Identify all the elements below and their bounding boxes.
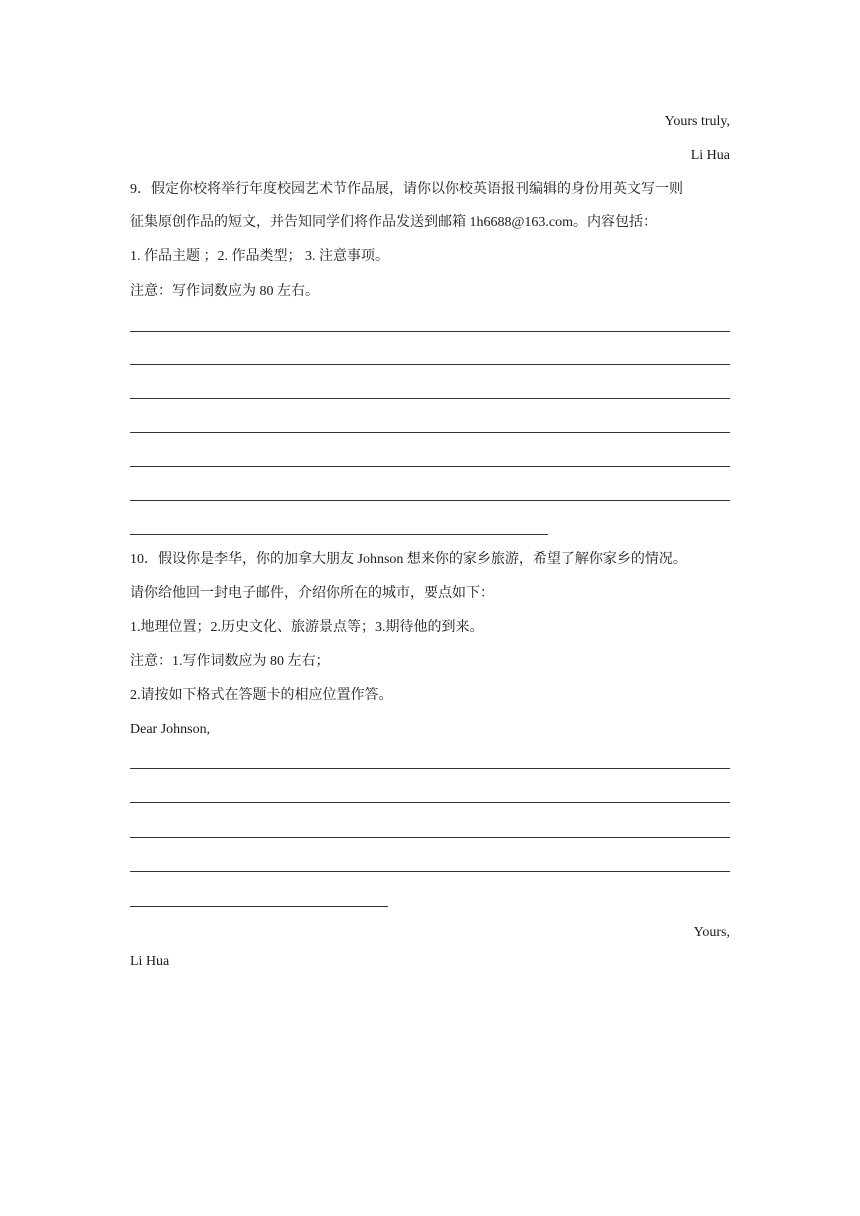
q10-prompt-line-1: 10．假设你是李华，你的加拿大朋友 Johnson 想来你的家乡旅游，希望了解你家乡的情况。 xyxy=(130,552,687,567)
q10-answer-line-short[interactable] xyxy=(130,906,388,907)
q9-answer-line-short[interactable] xyxy=(130,534,548,535)
q10-letter-signature: Li Hua xyxy=(130,954,170,969)
q9-prompt-line-2: 征集原创作品的短文，并告知同学们将作品发送到邮箱 1h6688@163.com。内容包括： xyxy=(130,215,657,230)
q10-answer-line[interactable] xyxy=(130,802,730,803)
q9-answer-line[interactable] xyxy=(130,466,730,467)
q10-answer-line[interactable] xyxy=(130,871,730,872)
q9-answer-line[interactable] xyxy=(130,432,730,433)
q9-answer-line[interactable] xyxy=(130,500,730,501)
q10-letter-greeting: Dear Johnson, xyxy=(130,722,211,737)
q10-note-1: 注意：1.写作词数应为 80 左右； xyxy=(130,654,330,669)
prev-letter-closing: Yours truly, xyxy=(664,114,730,129)
q10-prompt-line-2: 请你给他回一封电子邮件，介绍你所在的城市，要点如下： xyxy=(130,586,494,601)
q9-answer-line[interactable] xyxy=(130,398,730,399)
prev-letter-signature: Li Hua xyxy=(690,148,730,163)
q10-note-2: 2.请按如下格式在答题卡的相应位置作答。 xyxy=(130,688,393,703)
q10-answer-line[interactable] xyxy=(130,837,730,838)
q9-answer-line[interactable] xyxy=(130,364,730,365)
q9-answer-line[interactable] xyxy=(130,331,730,332)
q10-letter-closing: Yours, xyxy=(693,925,730,940)
q9-content-points: 1. 作品主题 ；2. 作品类型； 3. 注意事项。 xyxy=(130,249,389,264)
q10-content-points: 1.地理位置；2.历史文化、旅游景点等；3.期待他的到来。 xyxy=(130,620,484,635)
q9-note: 注意：写作词数应为 80 左右。 xyxy=(130,284,319,299)
q9-prompt-line-1: 9．假定你校将举行年度校园艺术节作品展，请你以你校英语报刊编辑的身份用英文写一则 xyxy=(130,182,683,197)
q10-answer-line[interactable] xyxy=(130,768,730,769)
